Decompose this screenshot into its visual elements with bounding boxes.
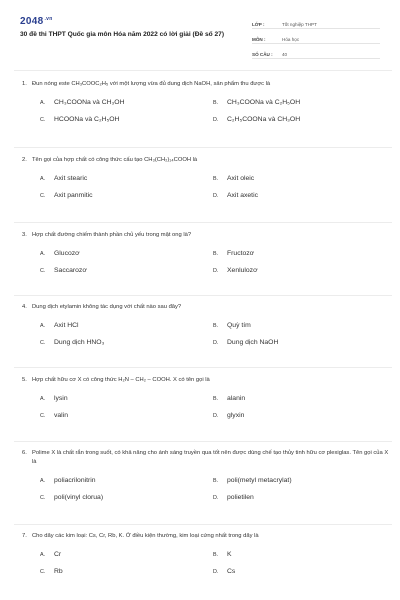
option-letter: A. xyxy=(40,478,46,484)
option-d[interactable] xyxy=(213,267,258,274)
question-body: Polime X là chất rắn trong suốt, có khả năng cho ánh sáng truyền qua tốt nên được dùng chế tạo thủy tinh hữu cơ plexiglas. Tên gọi của X là xyxy=(32,450,389,465)
question-text xyxy=(20,80,390,89)
options xyxy=(20,312,390,352)
meta-label: MÔN : xyxy=(252,37,266,42)
logo-text: 2048 xyxy=(20,16,44,27)
question-text xyxy=(20,303,390,312)
options xyxy=(20,165,390,205)
option-text: Quỳ tím xyxy=(227,322,251,329)
option-letter: B. xyxy=(213,396,219,402)
option-b[interactable] xyxy=(213,250,254,257)
option-text: Glucozơ xyxy=(54,250,80,257)
option-letter: C. xyxy=(40,193,46,199)
option-letter: C. xyxy=(40,117,46,123)
question-2 xyxy=(20,156,390,205)
option-b[interactable] xyxy=(213,322,251,329)
meta-value: 40 xyxy=(282,52,288,57)
option-c[interactable] xyxy=(40,568,63,575)
meta-row-count xyxy=(252,44,380,59)
option-c[interactable] xyxy=(40,192,93,199)
option-letter: C. xyxy=(40,495,46,501)
option-letter: B. xyxy=(213,100,219,106)
option-text: Fructozơ xyxy=(227,250,255,257)
option-letter: A. xyxy=(40,396,46,402)
option-text: C₂H₅COONa và CH₃OH xyxy=(227,116,301,123)
question-text xyxy=(20,532,390,541)
question-body: Cho dãy các kim loại: Cs, Cr, Rb, K. Ở điều kiện thường, kim loại cứng nhất trong dãy là xyxy=(32,533,259,539)
question-body: Hợp chất hữu cơ X có công thức H₂N – CH₂ – COOH. X có tên gọi là xyxy=(32,377,210,383)
divider xyxy=(14,147,392,148)
question-text xyxy=(20,156,390,165)
question-6 xyxy=(20,449,390,507)
meta-label: LỚP : xyxy=(252,22,265,27)
option-letter: B. xyxy=(213,323,219,329)
option-letter: D. xyxy=(213,495,219,501)
option-letter: A. xyxy=(40,552,46,558)
divider xyxy=(14,441,392,442)
option-letter: D. xyxy=(213,193,219,199)
option-text: valin xyxy=(54,412,68,419)
option-text: poliacrilonitrin xyxy=(54,477,96,484)
option-letter: B. xyxy=(213,478,219,484)
option-text: glyxin xyxy=(227,412,245,419)
option-a[interactable] xyxy=(40,551,61,558)
option-letter: D. xyxy=(213,413,219,419)
option-d[interactable] xyxy=(213,339,278,346)
meta-label: SỐ CÂU : xyxy=(252,52,273,57)
option-b[interactable] xyxy=(213,175,254,182)
option-b[interactable] xyxy=(213,99,300,106)
option-c[interactable] xyxy=(40,412,68,419)
option-text: poli(vinyl clorua) xyxy=(54,494,104,501)
meta-row-class xyxy=(252,14,380,29)
option-text: K xyxy=(227,551,232,558)
question-number: 3. xyxy=(22,232,27,238)
option-letter: B. xyxy=(213,251,219,257)
question-3 xyxy=(20,231,390,280)
option-letter: D. xyxy=(213,268,219,274)
question-4 xyxy=(20,303,390,352)
option-d[interactable] xyxy=(213,116,300,123)
question-body: Hợp chất đường chiếm thành phần chủ yếu trong mật ong là? xyxy=(32,232,192,238)
question-number: 5. xyxy=(22,377,27,383)
question-body: Đun nóng este CH₃COOC₂H₅ với một lượng vừa đủ dung dịch NaOH, sản phẩm thu được là xyxy=(32,81,271,87)
option-text: Xenlulozơ xyxy=(227,267,258,274)
question-number: 2. xyxy=(22,157,27,163)
options xyxy=(20,541,390,581)
question-number: 7. xyxy=(22,533,27,539)
option-letter: C. xyxy=(40,413,46,419)
option-letter: D. xyxy=(213,117,219,123)
exam-meta xyxy=(252,14,380,59)
question-text xyxy=(20,376,390,385)
option-a[interactable] xyxy=(40,175,87,182)
question-number: 6. xyxy=(22,450,27,456)
option-text: Cs xyxy=(227,568,236,575)
option-text: Axit oleic xyxy=(227,175,255,182)
question-body: Dung dịch etylamin không tác dụng với chất nào sau đây? xyxy=(32,304,182,310)
option-c[interactable] xyxy=(40,494,103,501)
question-5 xyxy=(20,376,390,425)
option-text: poli(metyl metacrylat) xyxy=(227,477,292,484)
option-b[interactable] xyxy=(213,395,245,402)
option-d[interactable] xyxy=(213,568,235,575)
option-letter: C. xyxy=(40,268,46,274)
options xyxy=(20,240,390,280)
option-letter: D. xyxy=(213,340,219,346)
option-letter: A. xyxy=(40,323,46,329)
option-a[interactable] xyxy=(40,477,96,484)
option-b[interactable] xyxy=(213,551,232,558)
option-letter: C. xyxy=(40,340,46,346)
option-text: Rb xyxy=(54,568,63,575)
options xyxy=(20,89,390,129)
option-letter: A. xyxy=(40,251,46,257)
option-text: Dung dịch NaOH xyxy=(227,339,279,346)
option-letter: C. xyxy=(40,569,46,575)
option-text: Saccarozơ xyxy=(54,267,87,274)
document-header xyxy=(0,0,400,62)
option-a[interactable] xyxy=(40,99,125,106)
options xyxy=(20,467,390,507)
meta-row-subject xyxy=(252,29,380,44)
divider xyxy=(14,70,392,71)
option-text: Axit panmitic xyxy=(54,192,93,199)
option-text: Axit axetic xyxy=(227,192,258,199)
question-7 xyxy=(20,532,390,581)
option-text: CH₃COONa và C₂H₅OH xyxy=(227,99,301,106)
option-c[interactable] xyxy=(40,339,104,346)
divider xyxy=(14,367,392,368)
option-text: polietilen xyxy=(227,494,254,501)
question-text xyxy=(20,449,390,467)
divider xyxy=(14,295,392,296)
option-letter: A. xyxy=(40,176,46,182)
option-text: lysin xyxy=(54,395,68,402)
option-text: HCOONa và C₂H₅OH xyxy=(54,116,120,123)
option-d[interactable] xyxy=(213,494,254,501)
option-text: Dung dịch HNO₃ xyxy=(54,339,105,346)
logo-suffix: .vn xyxy=(44,16,53,22)
site-logo[interactable] xyxy=(20,16,53,27)
meta-value: Tốt nghiệp THPT xyxy=(282,22,317,27)
question-1 xyxy=(20,80,390,129)
meta-value: Hóa học xyxy=(282,37,300,42)
option-text: Cr xyxy=(54,551,62,558)
option-a[interactable] xyxy=(40,250,80,257)
divider xyxy=(14,524,392,525)
option-c[interactable] xyxy=(40,267,87,274)
options xyxy=(20,385,390,425)
option-d[interactable] xyxy=(213,412,244,419)
question-text xyxy=(20,231,390,240)
option-a[interactable] xyxy=(40,395,68,402)
option-letter: B. xyxy=(213,176,219,182)
option-letter: D. xyxy=(213,569,219,575)
divider xyxy=(14,222,392,223)
question-number: 1. xyxy=(22,81,27,87)
option-text: Axit HCl xyxy=(54,322,79,329)
option-c[interactable] xyxy=(40,116,119,123)
option-a[interactable] xyxy=(40,322,79,329)
option-text: Axit stearic xyxy=(54,175,88,182)
option-text: alanin xyxy=(227,395,246,402)
option-letter: B. xyxy=(213,552,219,558)
exam-title: 30 đề thi THPT Quốc gia môn Hóa năm 2022 có lời giải (Đề số 27) xyxy=(20,31,225,38)
option-text: CH₃COONa và CH₃OH xyxy=(54,99,125,106)
option-b[interactable] xyxy=(213,477,292,484)
question-number: 4. xyxy=(22,304,27,310)
option-letter: A. xyxy=(40,100,46,106)
question-body: Tên gọi của hợp chất có công thức cấu tạo CH₃(CH₂)₁₄COOH là xyxy=(32,157,198,163)
option-d[interactable] xyxy=(213,192,258,199)
